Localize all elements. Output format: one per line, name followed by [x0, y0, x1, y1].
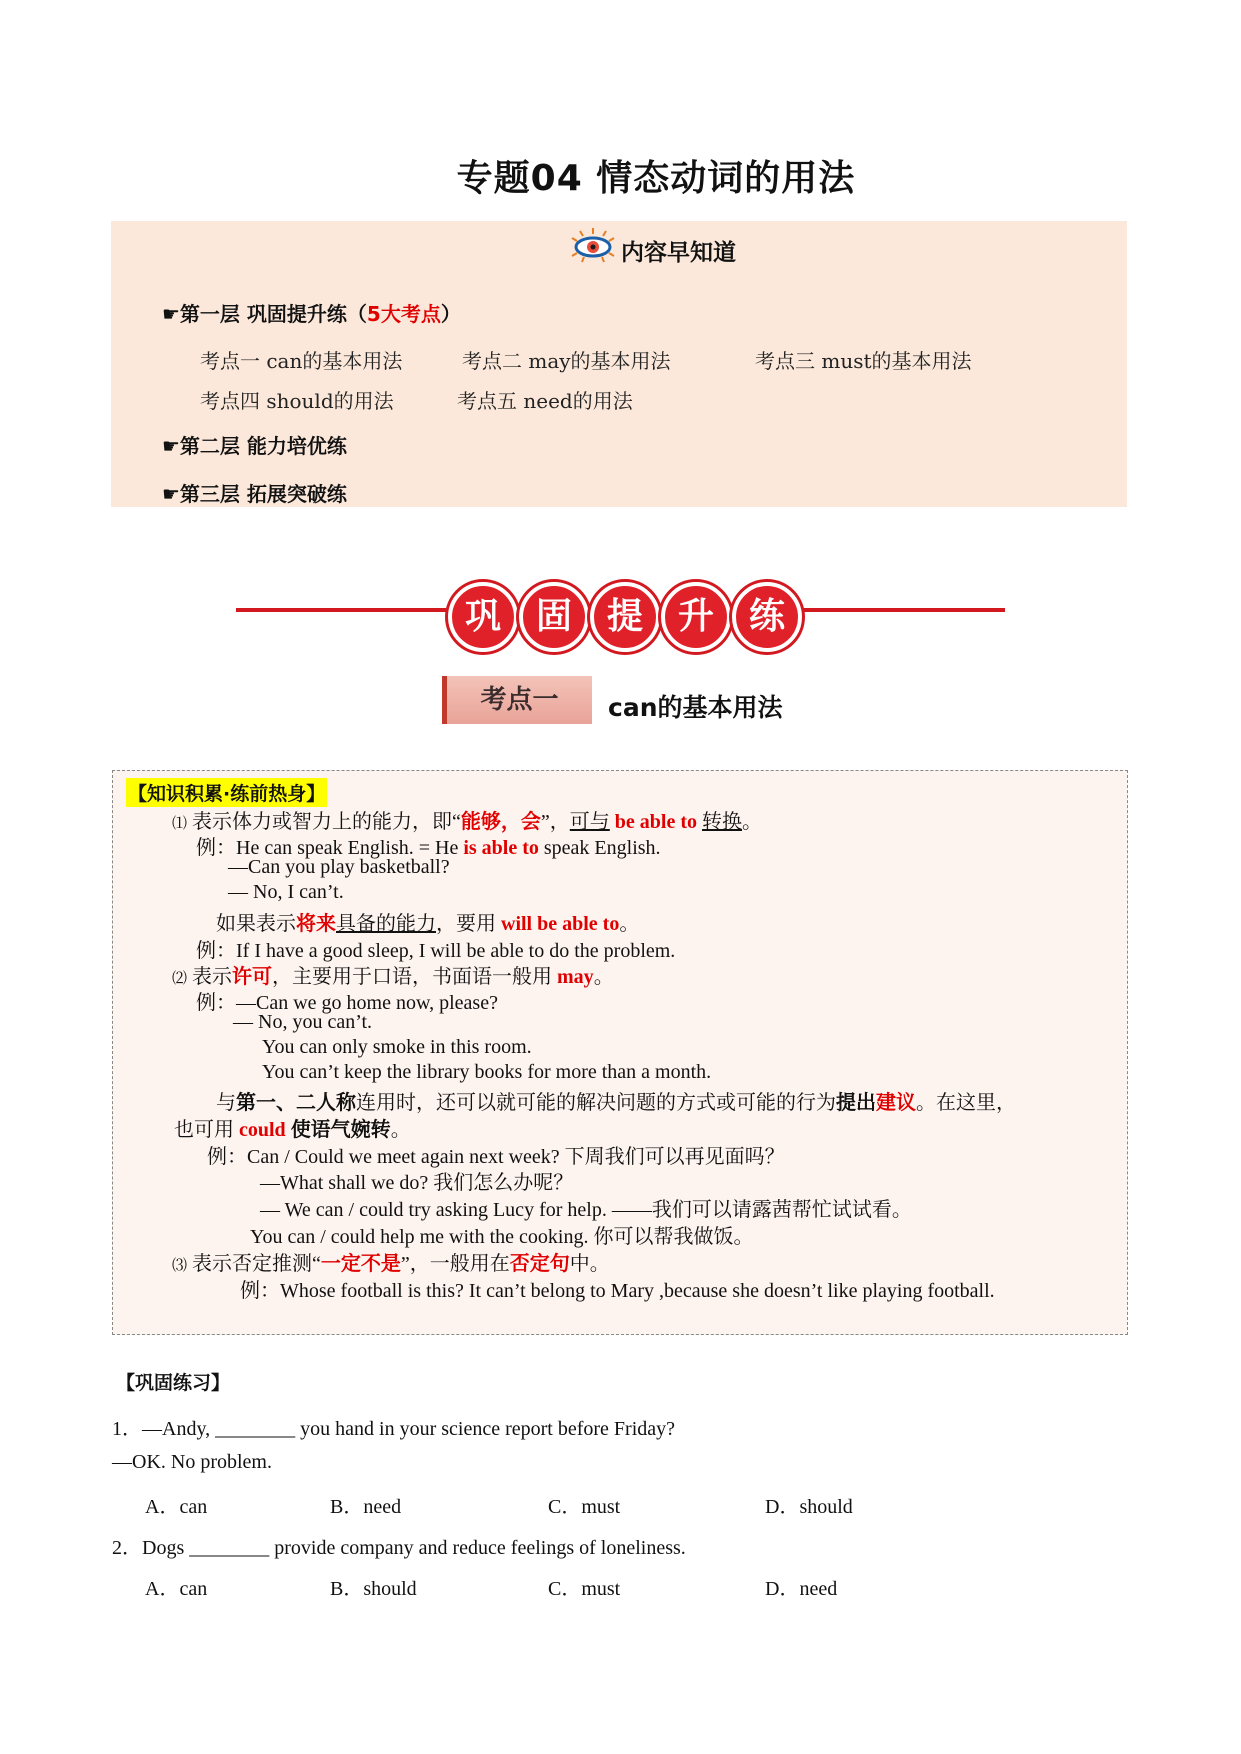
- kaodian-title: can的基本用法: [608, 693, 783, 722]
- question-2-option-c[interactable]: C．must: [548, 1578, 621, 1600]
- question-1-option-b[interactable]: B．need: [330, 1496, 402, 1518]
- knowledge-line: You can only smoke in this room.: [262, 1036, 532, 1058]
- question-1-stem: 1．—Andy, ________ you hand in your science report before Friday?: [112, 1418, 676, 1440]
- point-5: 考点五 need的用法: [457, 389, 633, 413]
- point-2: 考点二 may的基本用法: [462, 349, 671, 373]
- banner-char-1: 巩: [448, 582, 518, 652]
- knowledge-line: 例：Whose football is this? It can’t belong to Mary ,because she doesn’t like playing football.: [240, 1280, 995, 1302]
- kaodian-tag: 考点一: [442, 676, 592, 724]
- knowledge-line: — No, you can’t.: [233, 1011, 373, 1033]
- banner-char-3: 提: [590, 582, 660, 652]
- question-2-option-a[interactable]: A．can: [145, 1578, 208, 1600]
- knowledge-line: — No, I can’t.: [228, 881, 344, 903]
- point-4: 考点四 should的用法: [200, 389, 394, 413]
- banner-char-5: 练: [732, 582, 802, 652]
- knowledge-line: 也可用 could 使语气婉转。: [174, 1119, 411, 1141]
- knowledge-line: You can’t keep the library books for more than a month.: [262, 1061, 712, 1083]
- exercise-heading: 【巩固练习】: [116, 1372, 231, 1394]
- banner-line-left: [236, 608, 446, 612]
- knowledge-line: 例：If I have a good sleep, I will be able to do the problem.: [196, 940, 676, 962]
- question-1-option-d[interactable]: D．should: [765, 1496, 853, 1518]
- knowledge-line: 例：—Can we go home now, please?: [196, 992, 498, 1014]
- question-2-option-b[interactable]: B．should: [330, 1578, 417, 1600]
- knowledge-line: ⑵ 表示许可，主要用于口语，书面语一般用 may。: [172, 966, 614, 988]
- question-2-stem: 2．Dogs ________ provide company and reduce feelings of loneliness.: [112, 1537, 686, 1559]
- overview-heading: 内容早知道: [621, 240, 736, 266]
- knowledge-line: 如果表示将来具备的能力，要用 will be able to。: [216, 913, 640, 935]
- question-1-option-a[interactable]: A．can: [145, 1496, 208, 1518]
- knowledge-line: 与第一、二人称连用时，还可以就可能的解决问题的方式或可能的行为提出建议。在这里，: [216, 1092, 1016, 1114]
- question-1-option-c[interactable]: C．must: [548, 1496, 621, 1518]
- layer-1-suffix: ）: [440, 302, 461, 326]
- point-3: 考点三 must的基本用法: [755, 349, 972, 373]
- knowledge-line: 例：Can / Could we meet again next week? 下周我们可以再见面吗？: [207, 1146, 785, 1168]
- question-2-option-d[interactable]: D．need: [765, 1578, 838, 1600]
- question-1-stem2: —OK. No problem.: [112, 1451, 272, 1473]
- banner-line-right: [790, 608, 1005, 612]
- knowledge-label: 【知识积累·练前热身】: [126, 778, 327, 807]
- layer-2: ☛第二层 能力培优练: [162, 434, 347, 458]
- knowledge-line: ⑶ 表示否定推测“一定不是”，一般用在否定句中。: [172, 1253, 610, 1275]
- knowledge-line: You can / could help me with the cooking. 你可以帮我做饭。: [250, 1226, 754, 1248]
- eye-icon: [568, 226, 618, 266]
- banner-char-4: 升: [661, 582, 731, 652]
- banner-char-2: 固: [519, 582, 589, 652]
- knowledge-line: —What shall we do? 我们怎么办呢？: [260, 1172, 574, 1194]
- layer-1-prefix: ☛第一层 巩固提升练（: [162, 302, 367, 326]
- knowledge-line: 例：He can speak English. = He is able to speak English.: [196, 837, 661, 859]
- layer-1-count: 5大考点: [366, 302, 441, 326]
- knowledge-line: —Can you play basketball?: [228, 856, 450, 878]
- knowledge-line: ⑴ 表示体力或智力上的能力，即“能够，会”，可与 be able to 转换。: [172, 811, 763, 833]
- point-1: 考点一 can的基本用法: [200, 349, 403, 373]
- knowledge-line: — We can / could try asking Lucy for help. ——我们可以请露茜帮忙试试看。: [260, 1199, 912, 1221]
- layer-3: ☛第三层 拓展突破练: [162, 482, 347, 506]
- layer-1: [162, 298, 461, 327]
- page-title: 专题04 情态动词的用法: [456, 158, 856, 199]
